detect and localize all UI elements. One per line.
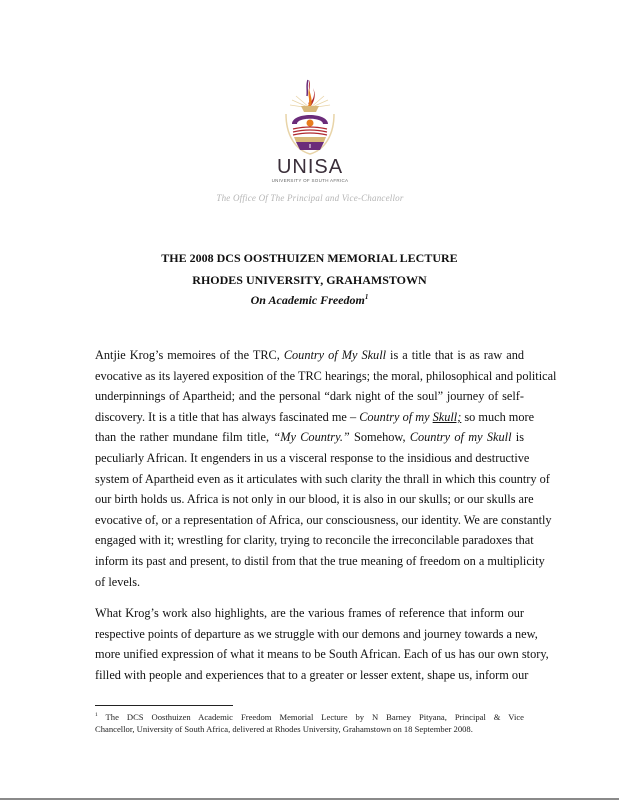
text-line: respective points of departure as we struggle with our demons and journey towards a new,	[95, 626, 538, 641]
brand-block	[230, 157, 390, 184]
text-line: engaged with it; wrestling for clarity, trying to reconcile the irreconcilable paradoxes that	[95, 533, 534, 548]
text-line	[95, 345, 524, 366]
text-run: is a title that is as raw and	[386, 348, 524, 362]
footnote-line: Chancellor, University of South Africa, delivered at Rhodes University, Grahamstown on 18 September 2008.	[95, 723, 473, 734]
text-line: evocative of, or a representation of Africa, our consciousness, our identity. We are constantly	[95, 512, 552, 527]
book-title: Country of my	[359, 409, 433, 424]
text-line: more unified expression of what it means to be South African. Each of us has our own story,	[95, 647, 549, 662]
text-line: evocative as its layered exposition of the TRC hearings; the moral, philosophical and political	[95, 368, 557, 383]
text-line: inform its past and present, to distil from that the true meaning of freedom on a multiplicity	[95, 553, 545, 568]
text-line: underpinnings of Apartheid; and the personal “dark night of the soul” journey of self-	[95, 389, 524, 404]
paragraph-1	[95, 345, 557, 592]
text-run: The DCS Oosthuizen Academic Freedom Memorial Lecture by N Barney Pityana, Principal & Vice	[97, 711, 524, 722]
text-run: discovery. It is a title that has always fascinated me –	[95, 409, 360, 424]
text-run: Antjie Krog’s memoires of the TRC,	[95, 348, 284, 362]
svg-text:II: II	[308, 144, 312, 150]
text-line	[95, 407, 535, 428]
footnote-reference[interactable]: 1	[364, 293, 369, 301]
footnote	[95, 709, 524, 735]
text-line	[95, 427, 524, 448]
text-line: What Krog’s work also highlights, are the various frames of reference that inform our	[95, 606, 524, 620]
film-title: “My Country.”	[273, 430, 350, 445]
underlined-word: Skull;	[432, 409, 462, 424]
paragraph-2	[95, 603, 549, 685]
text-line: filled with people and experiences that to a greater or lesser extent, shape us, inform our	[95, 667, 529, 682]
footnote-mark: 1	[95, 712, 98, 718]
text-run: so much more	[461, 409, 535, 424]
lecture-title: THE 2008 DCS OOSTHUIZEN MEMORIAL LECTURE	[161, 251, 458, 265]
footnote-divider	[95, 705, 233, 706]
text-run: Somehow,	[349, 430, 410, 445]
brand-name: UNISA	[276, 156, 344, 178]
text-line: peculiarly African. It engenders in us a visceral response to the insidious and destructive	[95, 450, 530, 465]
lecture-subtitle	[95, 293, 524, 308]
text-line: our birth holds us. Africa is not only in our blood, it is also in our skulls; or our skulls are	[95, 492, 534, 507]
office-line: The Office Of The Principal and Vice-Chancellor	[216, 193, 404, 203]
text-run: than the rather mundane film title,	[95, 430, 274, 445]
footnote-line	[95, 709, 524, 723]
text-line: system of Apartheid even as it articulates with such clarity the thrall in which this country of	[95, 471, 550, 486]
book-title: Country of my Skull	[409, 430, 512, 445]
text-run: is	[511, 430, 524, 445]
book-title: Country of My Skull	[283, 348, 387, 362]
unisa-crest-icon	[270, 78, 350, 158]
brand-subtitle: UNIVERSITY OF SOUTH AFRICA	[271, 178, 349, 183]
lecture-subtitle-text: On Academic Freedom	[250, 293, 365, 307]
text-line: of levels.	[95, 574, 141, 589]
lecture-venue: RHODES UNIVERSITY, GRAHAMSTOWN	[192, 273, 427, 287]
